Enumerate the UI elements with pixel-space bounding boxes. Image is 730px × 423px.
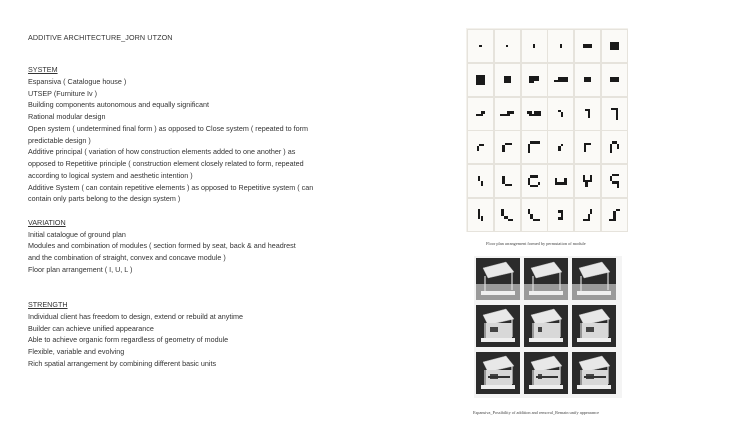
module-plan-cell <box>574 29 601 63</box>
text-line: Espansiva ( Catalogue house ) <box>28 76 127 86</box>
module-plan-cell <box>467 97 494 131</box>
module-block <box>502 176 504 183</box>
text-line: Building components autonomous and equally significant <box>28 100 210 110</box>
module-plan-cell <box>547 198 574 232</box>
module-plan-cell <box>467 164 494 198</box>
module-block <box>508 219 513 221</box>
module-block <box>477 146 479 151</box>
module-block <box>528 178 530 185</box>
module-block <box>560 44 562 49</box>
house-model-sketch <box>476 258 520 300</box>
module-block <box>529 81 534 83</box>
espansiva-model-photos <box>474 256 622 398</box>
text-line: predictable design ) <box>28 135 91 145</box>
module-block <box>505 143 512 145</box>
module-plan-cell <box>494 164 521 198</box>
module-block <box>530 185 537 187</box>
model-photo <box>476 305 520 347</box>
module-block <box>555 182 567 184</box>
module-block <box>590 175 592 180</box>
module-plan-cell <box>494 63 521 97</box>
module-block <box>506 45 508 47</box>
module-block <box>610 77 620 82</box>
module-block <box>502 145 504 152</box>
module-block <box>613 211 615 218</box>
module-block <box>529 114 541 116</box>
module-plan-cell <box>547 97 574 131</box>
text-line: Floor plan arrangement ( I, U, L ) <box>28 264 133 274</box>
model-photo <box>524 258 568 300</box>
module-block <box>533 44 535 49</box>
model-photo <box>572 258 616 300</box>
text-line: Open system ( undetermined final form ) as opposed to Close system ( repeated to form <box>28 123 309 133</box>
module-plan-cell <box>521 97 548 131</box>
module-plan-cell <box>547 29 574 63</box>
module-block <box>507 111 514 113</box>
section-heading-strength: STRENGTH <box>28 300 68 309</box>
module-plan-cell <box>521 29 548 63</box>
module-block <box>476 75 486 85</box>
model-photo <box>476 352 520 394</box>
house-model-sketch <box>524 258 568 300</box>
module-block <box>616 209 621 211</box>
house-model-sketch <box>524 352 568 394</box>
module-plan-cell <box>601 198 628 232</box>
module-plan-cell <box>601 63 628 97</box>
module-block <box>481 216 483 221</box>
text-line: Flexible, variable and evolving <box>28 347 125 356</box>
house-model-sketch <box>476 352 520 394</box>
text-line: Able to achieve organic form regardless of geometry of module <box>28 335 229 345</box>
module-block <box>479 45 481 47</box>
house-model-sketch <box>572 305 616 347</box>
text-line: Rich spatial arrangement by combining different basic units <box>28 358 217 368</box>
module-block <box>501 209 503 216</box>
text-line: Additive principal ( variation of how construction elements added to one another ) as <box>28 147 296 157</box>
module-plan-cell <box>574 97 601 131</box>
module-block <box>504 76 511 83</box>
text-line: contain only parts belong to the design system ) <box>28 194 181 204</box>
module-plan-cell <box>547 130 574 164</box>
module-block <box>584 145 586 152</box>
section-heading-system: SYSTEM <box>28 65 58 74</box>
module-plan-cell <box>521 63 548 97</box>
module-block <box>481 181 483 186</box>
module-block <box>588 111 590 118</box>
module-block <box>583 219 590 221</box>
module-block <box>505 184 512 186</box>
text-line: according to logical system and aesthetic intention ) <box>28 170 193 180</box>
module-block <box>528 144 530 154</box>
module-plan-cell <box>601 130 628 164</box>
module-plan-cell <box>494 97 521 131</box>
plans-caption: Floor plan arrangement formed by permutation of module <box>486 241 586 246</box>
module-plan-cell <box>521 198 548 232</box>
module-block <box>558 77 568 79</box>
module-block <box>561 112 563 117</box>
module-plan-cell <box>574 130 601 164</box>
module-block <box>530 141 540 143</box>
module-plan-cell <box>574 63 601 97</box>
module-plan-cell <box>521 130 548 164</box>
module-block <box>612 174 619 176</box>
text-line: UTSEP (Furniture Iv ) <box>28 88 97 98</box>
module-plan-cell <box>494 130 521 164</box>
house-model-sketch <box>572 258 616 300</box>
module-plan-cell <box>574 164 601 198</box>
text-line: opposed to Repetitive principle ( construction element closely related to form, repeated <box>28 159 304 168</box>
module-block <box>481 111 486 113</box>
model-photo <box>524 352 568 394</box>
module-plan-cell <box>467 29 494 63</box>
module-block <box>558 146 560 151</box>
house-model-sketch <box>572 352 616 394</box>
module-plan-cell <box>601 29 628 63</box>
variation-list <box>28 229 428 276</box>
module-block <box>479 144 484 146</box>
module-block <box>617 184 619 189</box>
module-plan-cell <box>494 29 521 63</box>
module-block <box>584 77 591 82</box>
strength-list <box>28 311 428 370</box>
module-block <box>564 178 566 183</box>
module-block <box>561 144 563 146</box>
text-line: Additive System ( can contain repetitive elements ) as opposed to Repetitive system ( can <box>28 182 314 192</box>
module-plan-cell <box>574 198 601 232</box>
module-plan-cell <box>547 63 574 97</box>
text-line: Initial catalogue of ground plan <box>28 229 126 239</box>
module-block <box>609 219 616 221</box>
module-plan-cell <box>494 198 521 232</box>
system-list <box>28 76 428 205</box>
model-photo <box>476 258 520 300</box>
model-photo <box>524 305 568 347</box>
module-block <box>583 44 593 49</box>
module-block <box>585 182 587 187</box>
model-photo <box>572 305 616 347</box>
module-block <box>530 175 537 177</box>
floor-plan-permutation-image <box>466 28 628 232</box>
house-model-sketch <box>476 305 520 347</box>
module-plan-cell <box>601 164 628 198</box>
module-block <box>533 219 540 221</box>
module-block <box>500 114 510 116</box>
module-plan-cell <box>521 164 548 198</box>
module-block <box>610 144 612 154</box>
module-plan-cell <box>601 97 628 131</box>
module-plan-cell <box>467 130 494 164</box>
module-block <box>617 144 619 149</box>
module-plan-cell <box>467 198 494 232</box>
module-plan-cell <box>547 164 574 198</box>
module-block <box>476 114 483 116</box>
section-heading-variation: VARIATION <box>28 217 66 227</box>
page-title: ADDITIVE ARCHITECTURE_JORN UTZON <box>28 33 173 42</box>
photos-caption: Espansiva_Possibility of addition and removal_Remain unify appearance <box>473 410 600 415</box>
module-block <box>554 80 568 82</box>
module-plan-cell <box>467 63 494 97</box>
module-block <box>558 217 563 219</box>
module-block <box>538 182 540 184</box>
text-line: Builder can achieve unified appearance <box>28 323 154 333</box>
text-line: Individual client has freedom to design, extend or rebuild at anytime <box>28 311 243 321</box>
module-block <box>534 111 541 113</box>
module-block <box>590 209 592 214</box>
text-column <box>28 64 428 370</box>
module-block <box>610 42 620 49</box>
module-block <box>616 110 618 120</box>
text-line: Rational modular design <box>28 112 106 121</box>
text-line: and the combination of straight, convex and concave module ) <box>28 253 226 262</box>
house-model-sketch <box>524 305 568 347</box>
text-line: Modules and combination of modules ( section formed by seat, back & and headrest <box>28 241 296 251</box>
model-photo <box>572 352 616 394</box>
